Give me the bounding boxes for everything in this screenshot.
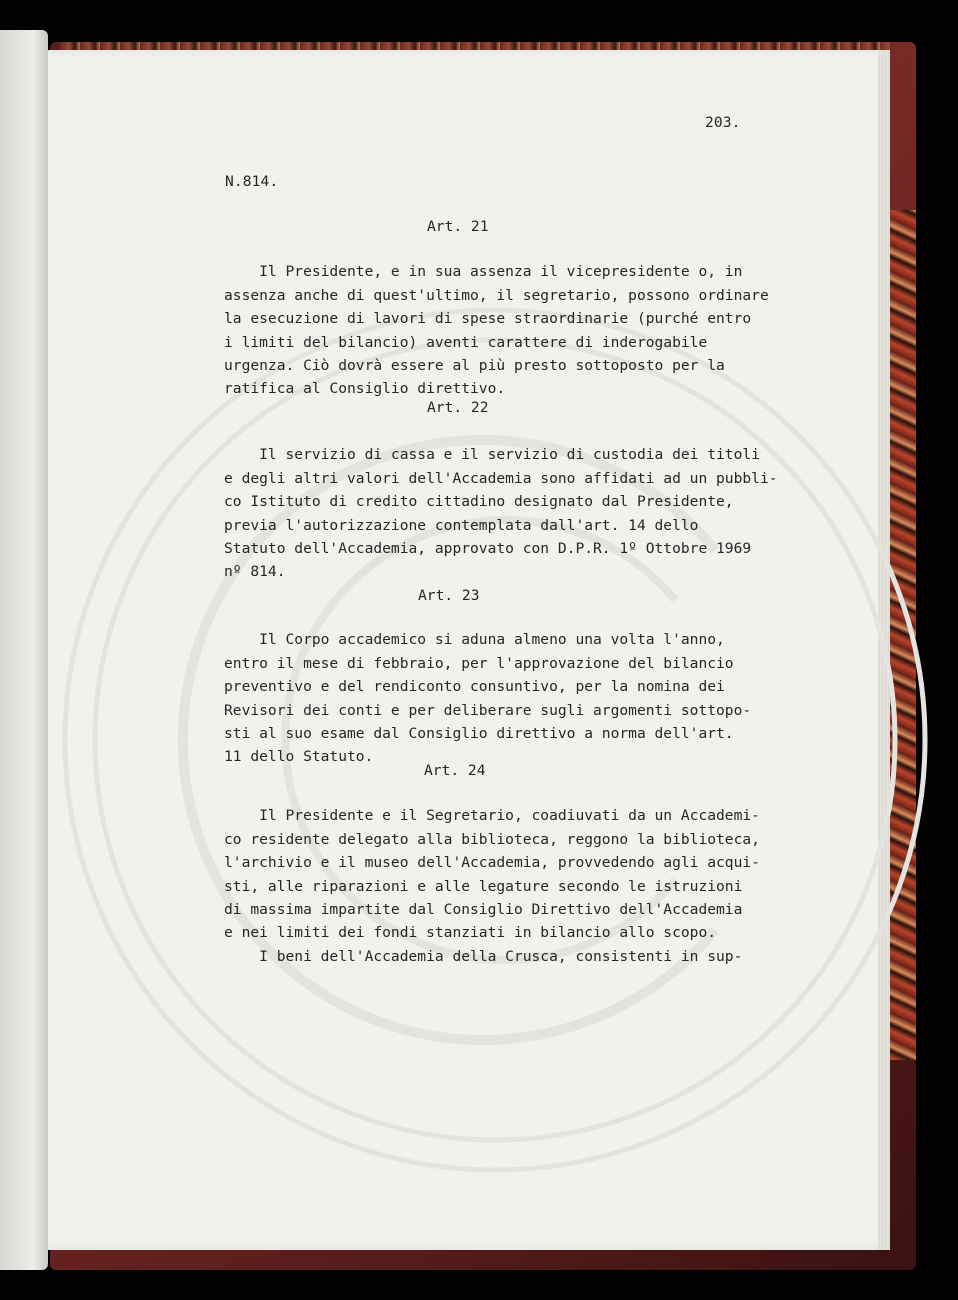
text-line: i limiti del bilancio) aventi carattere di inderogabile (224, 333, 708, 351)
article-body (224, 237, 769, 401)
text-line: urgenza. Ciò dovrà essere al più presto sottoposto per la (224, 357, 725, 375)
article-body (224, 420, 778, 584)
text-line: Il servizio di cassa e il servizio di custodia dei titoli (224, 446, 760, 464)
article-body (224, 781, 760, 968)
text-line: nº 814. (224, 563, 286, 581)
text-line: e degli altri valori dell'Accademia sono affidati ad un pubbli- (224, 469, 778, 487)
text-line: assenza anche di quest'ultimo, il segretario, possono ordinare (224, 286, 769, 304)
document-number: N.814. (225, 173, 279, 190)
text-line: Il Presidente e il Segretario, coadiuvati da un Accademi- (224, 807, 760, 825)
text-line: ratifica al Consiglio direttivo. (224, 380, 506, 398)
text-line: e nei limiti dei fondi stanziati in bilancio allo scopo. (224, 924, 717, 942)
text-line: Il Corpo accademico si aduna almeno una volta l'anno, (224, 631, 725, 649)
text-line: co Istituto di credito cittadino designato dal Presidente, (224, 493, 734, 511)
text-line: l'archivio e il museo dell'Accademia, provvedendo agli acqui- (224, 854, 760, 872)
text-line: Statuto dell'Accademia, approvato con D.P.R. 1º Ottobre 1969 (224, 540, 752, 558)
text-line: entro il mese di febbraio, per l'approvazione del bilancio (224, 654, 734, 672)
facing-page-edge (0, 30, 48, 1270)
text-line: Il Presidente, e in sua assenza il vicepresidente o, in (224, 263, 743, 281)
text-line: previa l'autorizzazione contemplata dall'art. 14 dello (224, 516, 699, 534)
text-line: preventivo e del rendiconto consuntivo, per la nomina dei (224, 678, 725, 696)
text-line: sti, alle riparazioni e alle legature secondo le istruzioni (224, 877, 743, 895)
page-number: 203. (705, 114, 741, 131)
text-line: sti al suo esame dal Consiglio direttivo a norma dell'art. (224, 725, 734, 743)
text-line: I beni dell'Accademia della Crusca, consistenti in sup- (224, 947, 743, 965)
article-heading: Art. 22 (427, 399, 489, 416)
text-line: co residente delegato alla biblioteca, reggono la biblioteca, (224, 830, 760, 848)
text-line: la esecuzione di lavori di spese straordinarie (purché entro (224, 310, 752, 328)
text-line: Revisori dei conti e per deliberare sugli argomenti sottopo- (224, 701, 752, 719)
article-heading: Art. 21 (427, 218, 489, 235)
article-body (224, 605, 751, 769)
article-heading: Art. 24 (424, 762, 486, 779)
article-heading: Art. 23 (418, 587, 480, 604)
text-line: 11 dello Statuto. (224, 748, 374, 766)
text-line: di massima impartite dal Consiglio Direttivo dell'Accademia (224, 901, 743, 919)
